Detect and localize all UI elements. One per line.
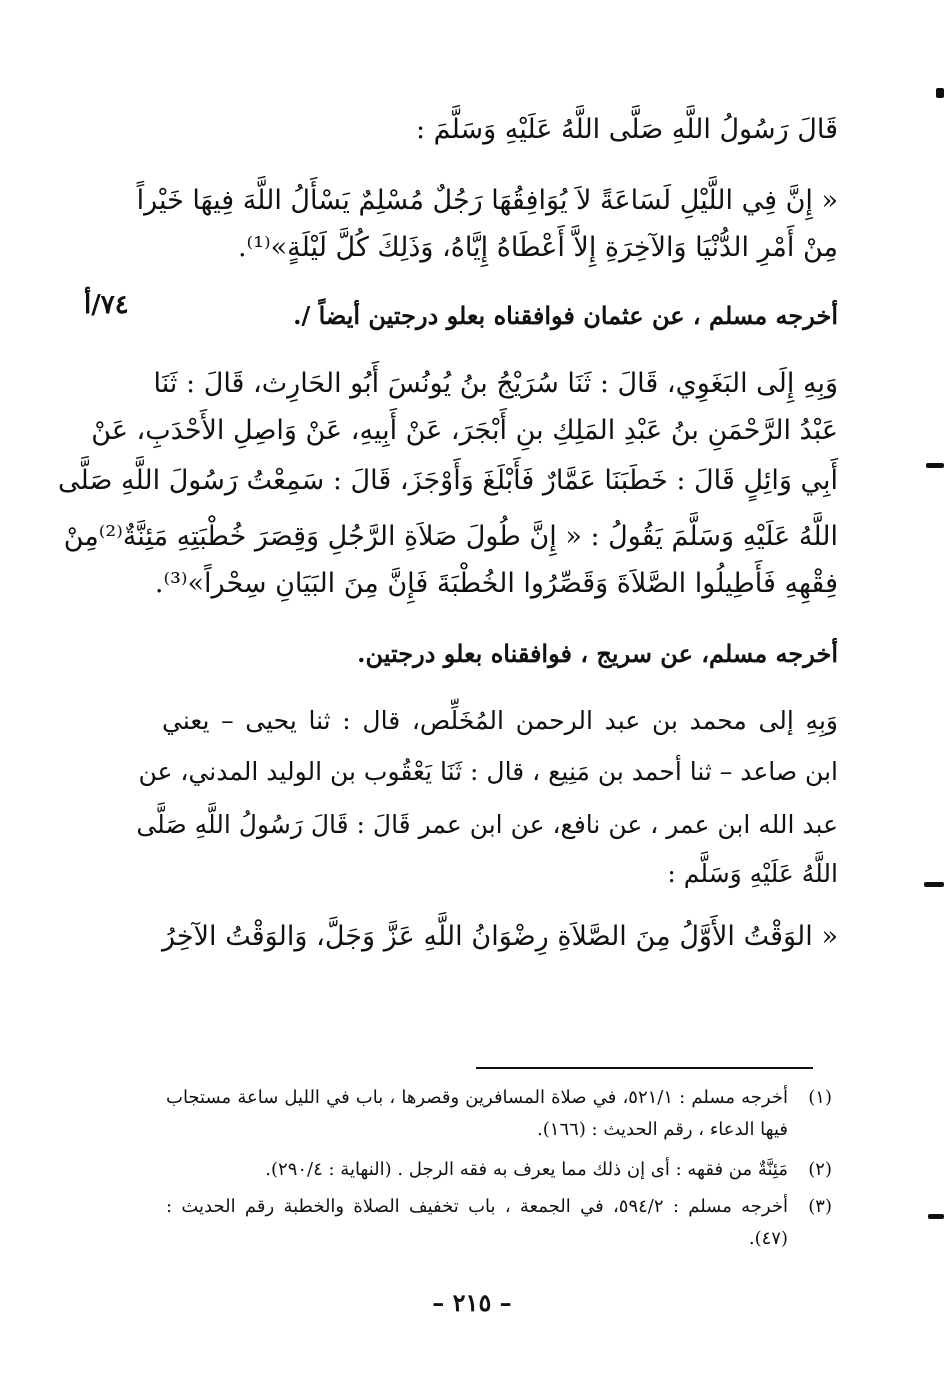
text-line-9: فِقْهِهِ فَأَطِيلُوا الصَّلاَةَ وَقَصِّرُوا الخُطْبَةَ فَإِنَّ مِنَ البَيَانِ سِحْراً»⁽³⁾.: [154, 568, 838, 599]
footnote-1-line-1: أخرجه مسلم : ٥٢١/١، في صلاة المسافرين وقصرها ، باب في الليل ساعة مستجاب: [166, 1087, 788, 1108]
footnote-number-2: (٢): [808, 1159, 832, 1180]
scan-edge-mark: [928, 1214, 944, 1219]
footnote-2-line-1: مَئِنَّةٌ من فقهه : أى إن ذلك مما يعرف به فقه الرجل . (النهاية : ٢٩٠/٤).: [265, 1159, 788, 1180]
text-line-7: أَبِي وَائِلٍ قَالَ : خَطَبَنَا عَمَّارٌ فَأَبْلَغَ وَأَوْجَزَ، قَالَ : سَمِعْتُ رَسُولَ اللَّهِ صَلَّى: [58, 465, 838, 496]
text-line-3: مِنْ أَمْرِ الدُّنْيَا وَالآخِرَةِ إِلاَّ أَعْطَاهُ إِيَّاهُ، وَذَلِكَ كُلَّ لَيْلَةٍ»⁽¹⁾.: [237, 232, 838, 263]
scan-edge-mark: [936, 88, 944, 98]
text-line-11: وَبِهِ إلى محمد بن عبد الرحمن المُخَلِّص، قال : ثنا يحيى – يعني: [162, 706, 838, 735]
text-line-4: أخرجه مسلم ، عن عثمان فوافقناه بعلو درجتين أيضاً /.: [293, 301, 838, 330]
page-number: – ٢١٥ –: [432, 1288, 512, 1317]
text-line-2: « إِنَّ فِي اللَّيْلِ لَسَاعَةً لاَ يُوَافِقُهَا رَجُلٌ مُسْلِمٌ يَسْأَلُ اللَّهَ فِيهَا خَيْراً: [136, 185, 838, 216]
text-line-8: اللَّهُ عَلَيْهِ وَسَلَّمَ يَقُولُ : « إِنَّ طُولَ صَلاَةِ الرَّجُلِ وَقِصَرَ خُطْبَتِهِ مَئِنَّةٌ⁽²⁾مِنْ: [63, 521, 838, 552]
text-line-14: اللَّهُ عَلَيْهِ وَسَلَّم :: [667, 859, 838, 888]
text-line-15: « الوَقْتُ الأَوَّلُ مِنَ الصَّلاَةِ رِضْوَانُ اللَّهِ عَزَّ وَجَلَّ، وَالوَقْتُ الآخِرُ: [162, 921, 838, 952]
footnote-3-line-2: (٤٧).: [748, 1228, 788, 1249]
text-line-13: عبد الله ابن عمر ، عن نافع، عن ابن عمر قَالَ : قَالَ رَسُولُ اللَّهِ صَلَّى: [136, 810, 838, 839]
footnote-number-3: (٣): [808, 1196, 832, 1217]
scan-edge-mark: [926, 463, 944, 468]
margin-folio-reference: ٧٤/أ: [84, 290, 129, 320]
text-line-10: أخرجه مسلم، عن سريج ، فوافقناه بعلو درجتين.: [357, 639, 838, 668]
footnote-separator: [476, 1067, 813, 1069]
text-line-5: وَبِهِ إِلَى البَغَوِي، قَالَ : ثَنَا سُرَيْجُ بنُ يُونُسَ أَبُو الحَارِث، قَالَ : ثَنَا: [153, 368, 838, 399]
scan-edge-mark: [924, 882, 944, 887]
text-line-1: قَالَ رَسُولُ اللَّهِ صَلَّى اللَّهُ عَلَيْهِ وَسَلَّمَ :: [415, 114, 838, 145]
text-line-12: ابن صاعد – ثنا أحمد بن مَنِيع ، قال : ثَنَا يَعْقُوب بن الوليد المدني، عن: [138, 757, 838, 786]
footnote-number-1: (١): [808, 1087, 832, 1108]
footnote-1-line-2: فيها الدعاء ، رقم الحديث : (١٦٦).: [537, 1119, 788, 1140]
text-line-6: عَبْدُ الرَّحْمَنِ بنُ عَبْدِ المَلِكِ بنِ أَبْجَرَ، عَنْ أَبِيهِ، عَنْ وَاصِلِ الأَحْدَبِ، عَنْ: [91, 415, 838, 446]
footnote-3-line-1: أخرجه مسلم : ٥٩٤/٢، في الجمعة ، باب تخفيف الصلاة والخطبة رقم الحديث :: [166, 1196, 788, 1217]
